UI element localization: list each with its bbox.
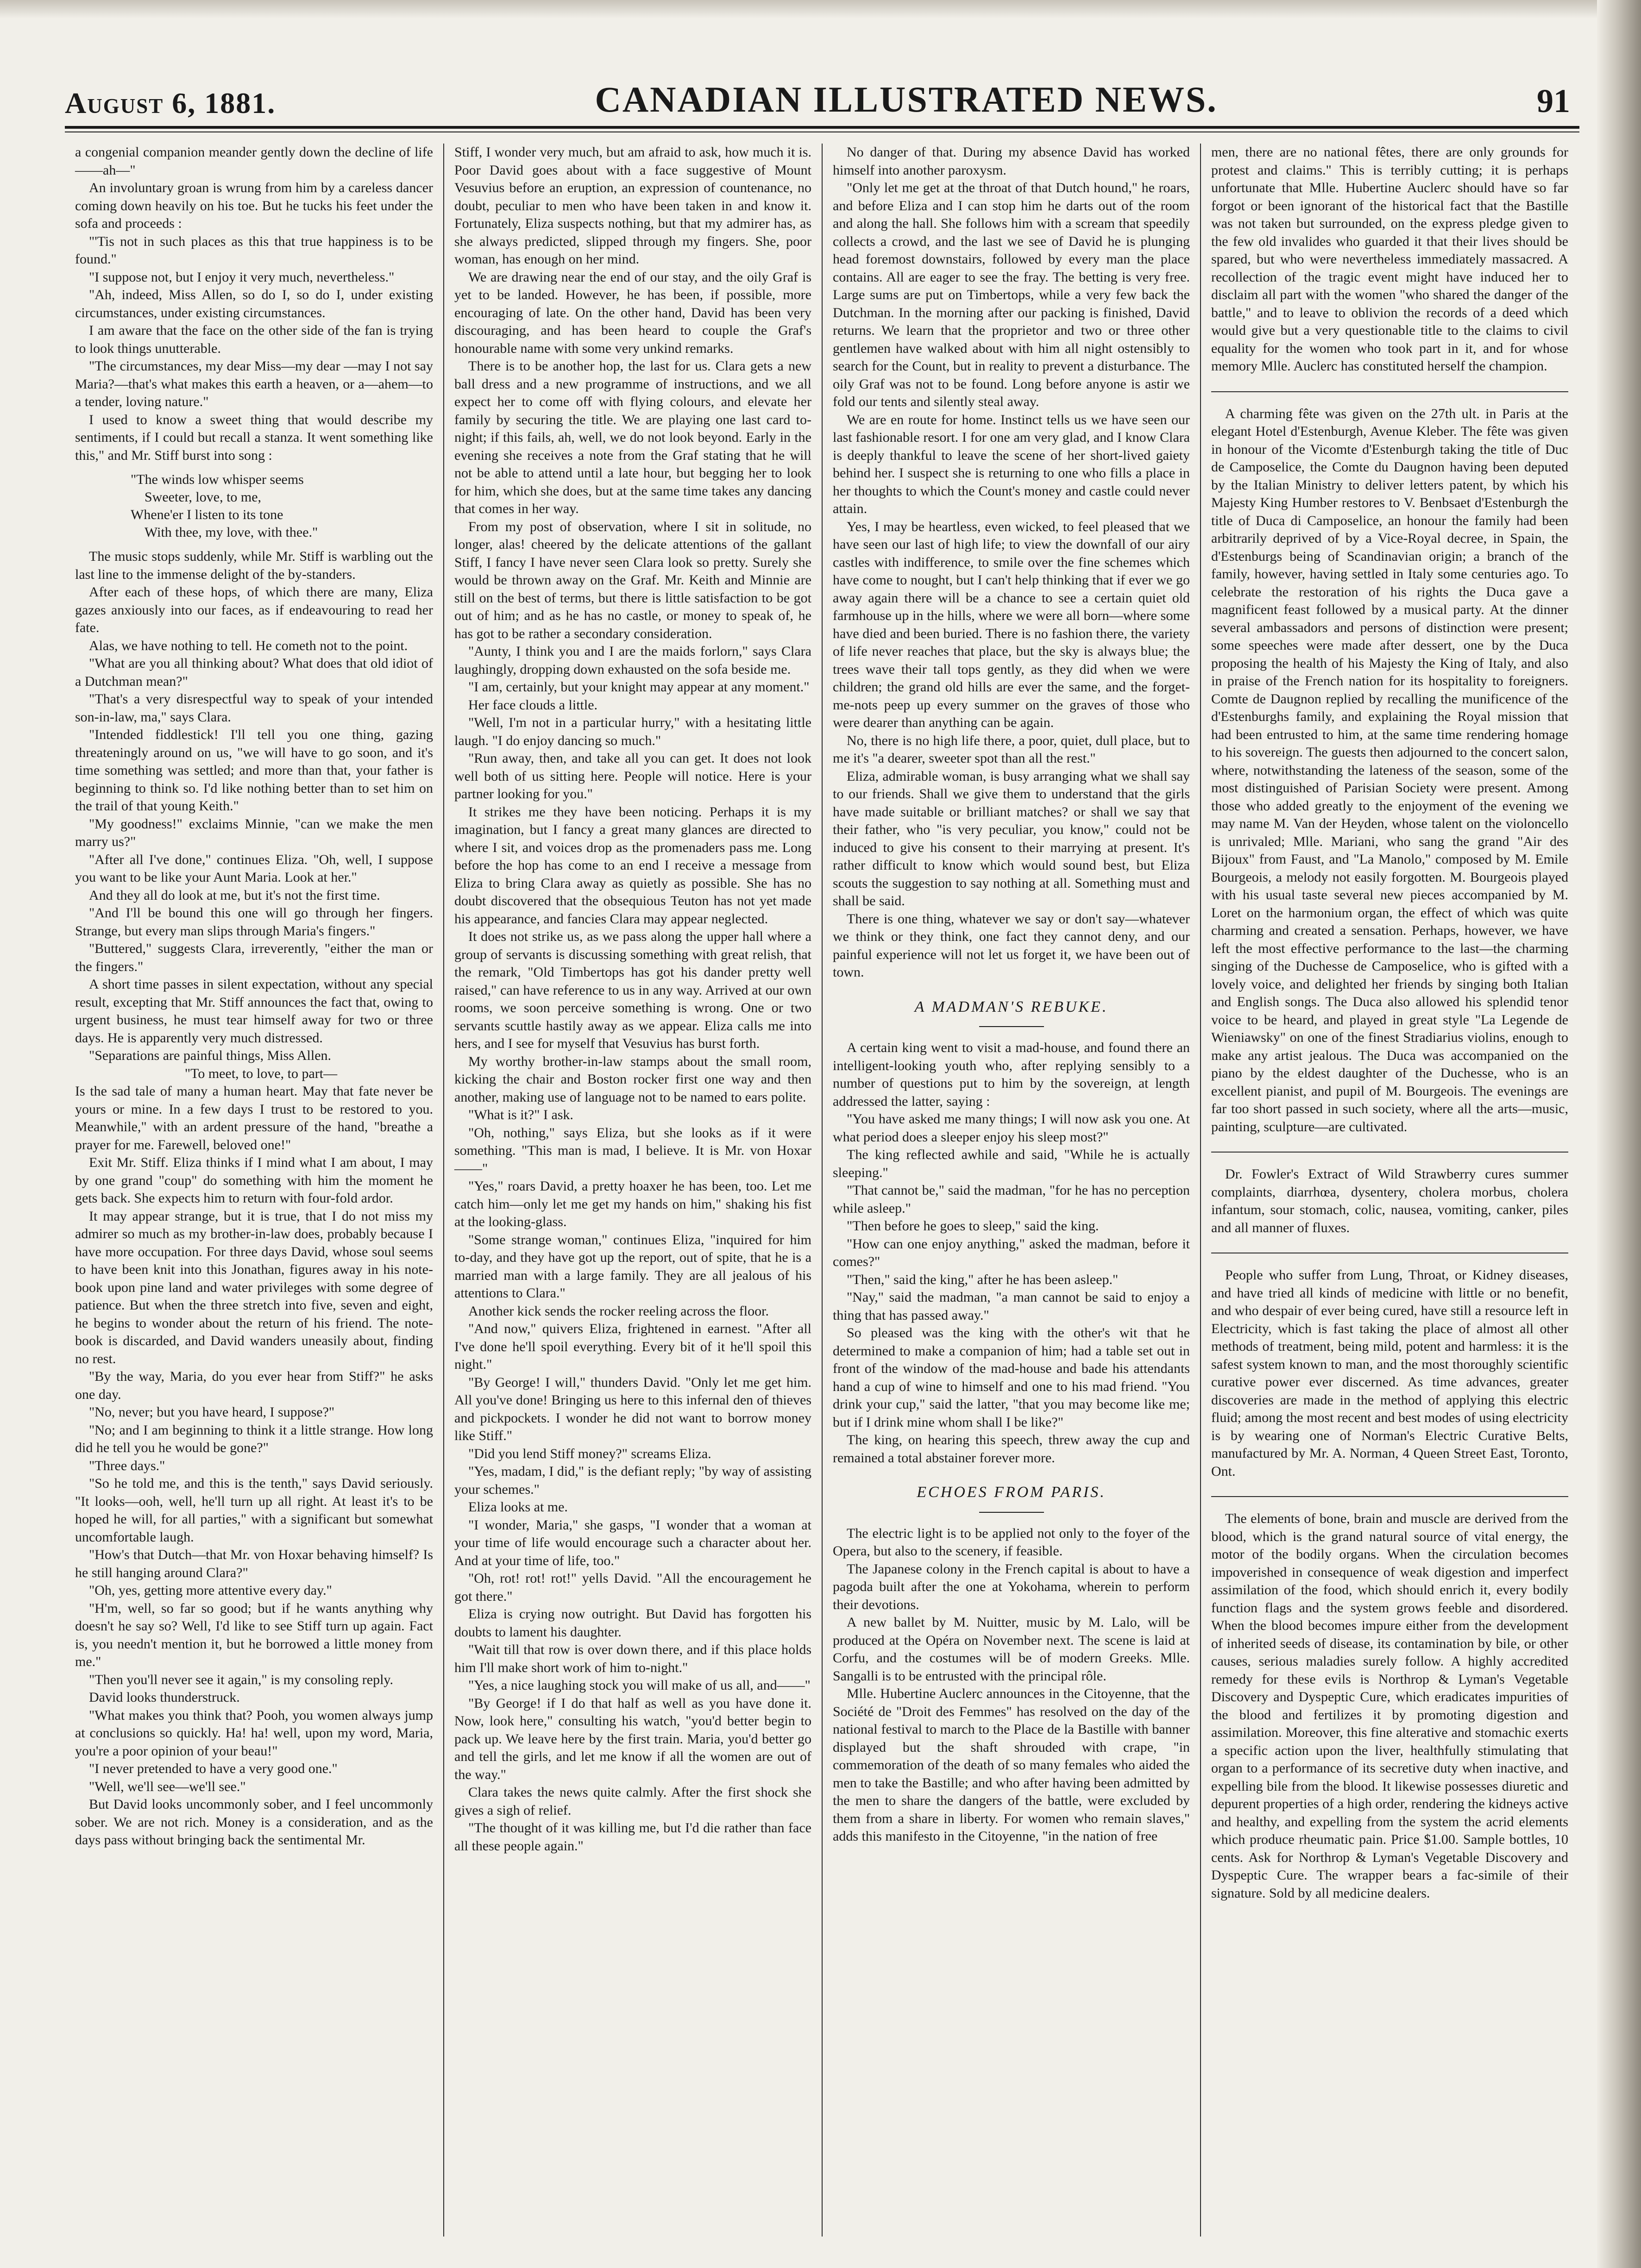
- paragraph: "'Tis not in such places as this that true happiness is to be found.": [75, 233, 433, 267]
- paragraph: Her face clouds a little.: [468, 697, 598, 713]
- paragraph: "Some strange woman," continues Eliza, "inquired for him to-day, and they have got up the report, out of spite, that he is a married man with a large family. They are all jealous of his attentions to Clara.": [454, 1232, 811, 1301]
- paragraph: "By the way, Maria, do you ever hear from Stiff?" he asks one day.: [75, 1369, 433, 1402]
- columns: [65, 144, 1579, 2237]
- paragraph: "What is it?" I ask.: [468, 1107, 573, 1122]
- paragraph: The Japanese colony in the French capital is about to have a pagoda built after the one at Yokohama, wherein to perform their devotions.: [833, 1561, 1190, 1612]
- paragraph: It strikes me they have been noticing. Perhaps it is my imagination, but I fancy a great many glances are directed to where I sit, and voices drop as the promenaders pass me. Long before the hop has come to an end I receive a message from Eliza to bring Clara away as quietly as possible. She has no doubt discovered that the obsequious Teuton has not yet made his appearance, and fancies Clara may appear neglected.: [454, 804, 811, 927]
- masthead-rule: [65, 126, 1579, 129]
- paragraph: "Then you'll never see it again," is my consoling reply.: [89, 1672, 393, 1687]
- paragraph: "And now," quivers Eliza, frightened in earnest. "After all I've done he'll spoil everything. Every bit of it he'll spoil this night.": [454, 1321, 811, 1372]
- paragraph: I am aware that the face on the other side of the fan is trying to look things unutterable.: [75, 323, 433, 356]
- paragraph: Exit Mr. Stiff. Eliza thinks if I mind what I am about, I may by one grand "coup" do something with him the moment he gets back. She expects him to return with four-fold ardor.: [75, 1155, 433, 1206]
- paragraph: A charming fête was given on the 27th ult. in Paris at the elegant Hotel d'Estenburgh, Avenue Kleber. The fête was given in honour of the Vicomte d'Estenburgh taking the title of Duc de Camposelice, the Comte du Daugnon having been deputed by the Italian Ministry to deliver letters patent, by which his Majesty King Humber restores to V. Benbsaet d'Estenburgh the title of Duca di Camposelice, an honour the family had been arbitrarily deprived of by a Vice-Royal decree, in Spain, the d'Estenburgs being of Scandinavian origin; a branch of the family, however, having settled in Italy some centuries ago. To celebrate the restoration of his rights the Duca gave a magnificent feast followed by a musical party. At the dinner several ambassadors and persons of distinction were present; some speeches were made after dessert, one by the Duca proposing the health of his Majesty the King of Italy, and also in praise of the French nation for its hospitality to foreigners. Comte de Daugnon replied by recalling the munificence of the d'Estenburghs family, and explaining the Royal mission that had been entrusted to him, at the same time rendering homage to his sovereign. The guests then adjourned to the concert salon, where, notwithstanding the lateness of the season, some of the most distinguished of Parisian Society were present. Among those who added greatly to the enjoyment of the evening we may name M. Van der Heyden, whose talent on the violoncello is unrivaled; Mlle. Mariani, who sang the grand "Air des Bijoux" from Faust, and "La Manolo," composed by M. Emile Bourgeois, a melody not easily forgotten. M. Bourgeois played with his usual taste several new pieces accompanied by M. Loret on the harmonium organ, the effect of which was quite charming and created a sensation. Perhaps, however, we have left the most effective performance to the last—the charming singing of the Duchesse de Camposelice, who is gifted with a lovely voice, and delighted her friends by singing both Italian and English songs. The Duca also allowed his splendid tenor voice to be heard, and played in great style "La Legende de Wieniawsky" on one of the finest Stradiarius violins, enough to make any artist jealous. The Duca was accompanied on the piano by the eldest daughter of the Duchesse, who is an excellent pianist, and pupil of M. Bourgeois. The evenings are far too short passed in such society, where all the arts—music, painting, sculpture—are cultivated.: [1211, 406, 1568, 1134]
- paragraph: "I am, certainly, but your knight may appear at any moment.": [468, 679, 810, 695]
- column-3: [822, 144, 1200, 2237]
- paragraph: "Wait till that row is over down there, and if this place holds him I'll make short work of him to-night.": [454, 1642, 811, 1675]
- paragraph: "Aunty, I think you and I are the maids forlorn," says Clara laughingly, dropping down exhausted on the sofa beside me.: [454, 644, 811, 677]
- paragraph: "That cannot be," said the madman, "for he has no perception while asleep.": [833, 1183, 1190, 1216]
- paragraph: "Oh, yes, getting more attentive every day.": [89, 1583, 332, 1598]
- advertisement: People who suffer from Lung, Throat, or Kidney diseases, and have tried all kinds of medicine with little or no benefit, and who despair of ever being cured, have still a resource left in Electricity, which is fast taking the place of almost all other methods of treatment, being mild, potent and harmless: it is the safest system known to man, and the most thoroughly scientific curative power ever discerned. As time advances, greater discoveries are made in the method of applying this electric fluid; among the most recent and best modes of using electricity is by wearing one of Norman's Electric Curative Belts, manufactured by Mr. A. Norman, 4 Queen Street East, Toronto, Ont.: [1211, 1267, 1568, 1479]
- paragraph: Mlle. Hubertine Auclerc announces in the Citoyenne, that the Société de "Droit des Femmes" has resolved on the day of the national festival to march to the Place de la Bastille with banner displayed but the shaft shrouded with crape, "in commemoration of the death of so many females who aided the men to take the Bastille; and who after having been admitted by the men to share the dangers of the battle, were excluded by them from a share in liberty. For women who remain slaves," adds this manifesto in the Citoyenne, "in the nation of free: [833, 1686, 1190, 1844]
- paragraph: "I never pretended to have a very good one.": [89, 1761, 338, 1776]
- paragraph: "So he told me, and this is the tenth," says David seriously. "It looks—ooh, well, he'll turn up all right. At least it's to be hoped he will, for all parties," with a significant but somewhat uncomfortable laugh.: [75, 1476, 433, 1545]
- paragraph: Stiff, I wonder very much, but am afraid to ask, how much it is. Poor David goes about with a face suggestive of Mount Vesuvius before an eruption, an expression of countenance, no doubt, peculiar to men who have been taken in and know it. Fortunately, Eliza suspects nothing, but that my admirer has, as she always predicted, slipped through my fingers. She, poor woman, has enough on her mind.: [454, 144, 811, 267]
- column-4: [1200, 144, 1578, 2237]
- paragraph: "The thought of it was killing me, but I'd die rather than face all these people again.": [454, 1820, 811, 1854]
- page-number: 91: [1536, 82, 1570, 119]
- paragraph: It may appear strange, but it is true, that I do not miss my admirer so much as my brother-in-law does, probably because I have more occupation. For three days David, whose soul seems to have been knit into this Jonathan, figures away in his note-book upon pine land and water privileges with some degree of patience. But when the three stretch into five, seven and eight, he begins to wonder about the return of his friend. The note-book is discarded, and David wanders uneasily about, finding no rest.: [75, 1208, 433, 1366]
- paragraph: Alas, we have nothing to tell. He cometh not to the point.: [89, 638, 408, 653]
- paragraph: "Did you lend Stiff money?" screams Eliza.: [468, 1446, 711, 1461]
- heading-divider: [979, 1026, 1044, 1027]
- paragraph: "Run away, then, and take all you can get. It does not look well both of us sitting here. People will notice. Here is your partner looking for you.": [454, 751, 811, 802]
- paragraph: "By George! I will," thunders David. "Only let me get him. All you've done! Bringing us here to this infernal den of thieves and pickpockets. I wonder he did not want to borrow money like Stiff.": [454, 1374, 811, 1443]
- section-heading: ECHOES FROM PARIS.: [917, 1484, 1106, 1501]
- paragraph: There is to be another hop, the last for us. Clara gets a new ball dress and a new programme of instructions, and we all expect her to come off with flying colours, and elevate her family by securing the title. We are playing one last card to-night; if this fails, ah, well, we do not look beyond. Early in the evening she receives a note from the Graf stating that he will not be able to attend until a late hour, but begging her to look for him, which she does, but at the same time takes any dancing that comes in her way.: [454, 358, 811, 516]
- masthead: [65, 69, 1579, 120]
- column-1: [65, 144, 443, 2237]
- advertisement: Dr. Fowler's Extract of Wild Strawberry cures summer complaints, diarrhœa, dysentery, cholera morbus, cholera infantum, sour stomach, colic, nausea, vomiting, canker, piles and all manner of fluxes.: [1211, 1166, 1568, 1235]
- paragraph: Clara takes the news quite calmly. After the first shock she gives a sigh of relief.: [454, 1785, 811, 1818]
- paragraph: men, there are no national fêtes, there are only grounds for protest and claims." This is terribly cutting; it is perhaps unfortunate that Mlle. Hubertine Auclerc should have so far forgot or been ignorant of the historical fact that the Bastille was not taken but surrounded, on the express pledge given to the few old invalides who guarded it that their lives should be spared, but who were nevertheless immediately massacred. A recollection of the tragic event might have induced her to disclaim all part with the women "who shared the danger of the battle," and to leave to oblivion the records of a deed which would give but a very questionable title to the claims to civil equality for the women who took part in it, and for whose memory Mlle. Auclerc has constituted herself the champion.: [1211, 144, 1568, 374]
- paragraph: "What makes you think that? Pooh, you women always jump at conclusions so quickly. Ha! ha! well, upon my word, Maria, you're a poor opinion of your beau!": [75, 1707, 433, 1759]
- paragraph: A new ballet by M. Nuitter, music by M. Lalo, will be produced at the Opéra on November next. The scene is laid at Corfu, and the costumes will be of modern Greeks. Mlle. Sangalli is to be entrusted with the principal rôle.: [833, 1615, 1190, 1684]
- paragraph: We are en route for home. Instinct tells us we have seen our last fashionable resort. I for one am very glad, and I know Clara is deeply thankful to leave the scene of her short-lived gaiety behind her. I suspect she is returning to one who fills a place in her thoughts to which the Count's money and castle could never attain.: [833, 412, 1190, 516]
- verse-line: "The winds low whisper seems: [131, 472, 304, 487]
- paragraph: A short time passes in silent expectation, without any special result, excepting that Mr. Stiff announces the fact that, owing to urgent business, he must tear himself away for two or three days. He is apparently very much distressed.: [75, 977, 433, 1046]
- paragraph: "Ah, indeed, Miss Allen, so do I, so do I, under existing circumstances, under existing circumstances.: [75, 287, 433, 320]
- paragraph: Eliza, admirable woman, is busy arranging what we shall say to our friends. Shall we give them to understand that the girls have made suitable or brilliant matches? or shall we say that their father, who "is very peculiar, you know," could not be induced to give his consent to their marrying at present. It's rather difficult to know which would sound best, but Eliza scouts the suggestion to say nothing at all. Something must and shall be said.: [833, 768, 1190, 908]
- paragraph: The music stops suddenly, while Mr. Stiff is warbling out the last line to the immense delight of the by-standers.: [75, 549, 433, 582]
- paragraph: "Three days.": [89, 1458, 165, 1473]
- issue-date: August 6, 1881.: [65, 87, 276, 119]
- paragraph: I used to know a sweet thing that would describe my sentiments, if I could but recall a stanza. It went something like this," and Mr. Stiff burst into song :: [75, 412, 433, 463]
- paragraph: "Oh, nothing," says Eliza, but she looks as if it were something. "This man is mad, I believe. It is Mr. von Hoxar——": [454, 1125, 811, 1176]
- section-heading: A MADMAN'S REBUKE.: [914, 998, 1108, 1015]
- paragraph: a congenial companion meander gently down the decline of life——ah—": [75, 144, 433, 178]
- paragraph: "How's that Dutch—that Mr. von Hoxar behaving himself? Is he still hanging around Clara?": [75, 1547, 433, 1580]
- paragraph: "Yes, madam, I did," is the defiant reply; "by way of assisting your schemes.": [454, 1464, 811, 1497]
- article-divider: [1211, 1496, 1568, 1497]
- paragraph: "You have asked me many things; I will now ask you one. At what period does a sleeper enjoy his sleep most?": [833, 1111, 1190, 1145]
- newspaper-page: [65, 69, 1579, 2246]
- paragraph: David looks thunderstruck.: [89, 1690, 240, 1705]
- paragraph: "By George! if I do that half as well as you have done it. Now, look here," consulting his watch, "you'd better begin to pack up. We leave here by the first train. Maria, you'd better go and tell the girls, and let me know if all the women are out of the way.": [454, 1695, 811, 1782]
- paragraph: "What are you all thinking about? What does that old idiot of a Dutchman mean?": [75, 656, 433, 689]
- paragraph: No, there is no high life there, a poor, quiet, dull place, but to me it's "a dearer, sweeter spot than all the rest.": [833, 733, 1190, 766]
- paragraph: "I suppose not, but I enjoy it very much, nevertheless.": [89, 269, 395, 285]
- paragraph: An involuntary groan is wrung from him by a careless dancer coming down heavily on his toe. But he tucks his feet under the sofa and proceeds :: [75, 180, 433, 231]
- paragraph: A certain king went to visit a mad-house, and found there an intelligent-looking youth who, after replying sensibly to a number of questions put to him by the sovereign, at length addressed the latter, saying :: [833, 1040, 1190, 1109]
- paragraph: The king reflected awhile and said, "While he is actually sleeping.": [833, 1147, 1190, 1180]
- paragraph: "Oh, rot! rot! rot!" yells David. "All the encouragement he got there.": [454, 1571, 811, 1604]
- verse-line: Sweeter, love, to me,: [145, 489, 262, 505]
- verse-line: Whene'er I listen to its tone: [131, 507, 283, 522]
- quotation: "To meet, to love, to part—: [184, 1065, 338, 1081]
- paragraph: Eliza looks at me.: [468, 1499, 568, 1515]
- paragraph: No danger of that. During my absence David has worked himself into another paroxysm.: [833, 144, 1190, 178]
- paragraph: "No; and I am beginning to think it a little strange. How long did he tell you he would be gone?": [75, 1422, 433, 1455]
- paragraph: "Well, I'm not in a particular hurry," with a hesitating little laugh. "I do enjoy dancing so much.": [454, 715, 811, 748]
- paragraph: Another kick sends the rocker reeling across the floor.: [468, 1303, 769, 1319]
- paragraph: "Only let me get at the throat of that Dutch hound," he roars, and before Eliza and I can stop him he darts out of the room and along the hall. She follows him with a scream that speedily collects a crowd, and the last we see of David he is plunging head foremost downstairs, followed by every man the place contains. All are eager to see the fray. The betting is very free. Large sums are put on Timbertops, while a very few back the Dutchman. In the morning after our packing is finished, David returns. We learn that the proprietor and two or three other gentlemen have walked about with him all night ostensibly to search for the Count, but in reality to prevent a disturbance. The oily Graf was not to be found. Long before anyone is astir we fold our tents and silently steal away.: [833, 180, 1190, 409]
- paragraph: "No, never; but you have heard, I suppose?": [89, 1404, 335, 1420]
- paragraph: The king, on hearing this speech, threw away the cup and remained a total abstainer forever more.: [833, 1432, 1190, 1466]
- song-verse: [131, 471, 433, 541]
- article-divider: [1211, 1152, 1568, 1153]
- paragraph: "After all I've done," continues Eliza. "Oh, well, I suppose you want to be like your Aunt Maria. Look at her.": [75, 852, 433, 885]
- paragraph: "Intended fiddlestick! I'll tell you one thing, gazing threateningly around on us, "we will have to go soon, and it's time something was settled; and more than that, your father is beginning to think so. I'd like nothing better than to set him on the trail of that young Keith.": [75, 727, 433, 814]
- paragraph: We are drawing near the end of our stay, and the oily Graf is yet to be landed. However, he has been, if possible, more encouraging of late. On the other hand, David has been very discouraging, and has been heard to couple the Graf's honourable name with some very unkind remarks.: [454, 269, 811, 356]
- page-binding-edge: [1597, 0, 1641, 2268]
- paragraph: My worthy brother-in-law stamps about the small room, kicking the chair and Boston rocker first one way and then another, making use of language not to be named to ears polite.: [454, 1053, 811, 1105]
- paragraph: "Yes," roars David, a pretty hoaxer he has been, too. Let me catch him—only let me get my hands on him," shaking his fist at the looking-glass.: [454, 1178, 811, 1229]
- paragraph: "My goodness!" exclaims Minnie, "can we make the men marry us?": [75, 816, 433, 849]
- paragraph: "Yes, a nice laughing stock you will make of us all, and——": [468, 1678, 811, 1693]
- paragraph: "Separations are painful things, Miss Allen.: [89, 1048, 332, 1063]
- paragraph: "Buttered," suggests Clara, irreverently, "either the man or the fingers.": [75, 941, 433, 974]
- page-top-shadow: [0, 0, 1641, 19]
- verse-line: With thee, my love, with thee.": [145, 525, 318, 540]
- paragraph: There is one thing, whatever we say or don't say—whatever we think or they think, one fact they cannot deny, and our painful experience will not let us forget it, we have been out of town.: [833, 911, 1190, 980]
- paragraph: "I wonder, Maria," she gasps, "I wonder that a woman at your time of life would encourage such a character about her. And at your time of life, too.": [454, 1517, 811, 1568]
- paragraph: So pleased was the king with the other's wit that he determined to make a companion of him; had a table set out in front of the window of the mad-house and bade his attendants hand a cup of wine to himself and one to his mad friend. "You drink your cup," said the latter, "that you may become like me; but if I drink mine whom shall I be like?": [833, 1325, 1190, 1430]
- paragraph: After each of these hops, of which there are many, Eliza gazes anxiously into our faces, as if endeavouring to read her fate.: [75, 584, 433, 635]
- heading-divider: [979, 1512, 1044, 1513]
- paragraph: The electric light is to be applied not only to the foyer of the Opera, but also to the scenery, if feasible.: [833, 1525, 1190, 1559]
- paragraph: "Well, we'll see—we'll see.": [89, 1779, 246, 1794]
- paragraph: "That's a very disrespectful way to speak of your intended son-in-law, ma," says Clara.: [75, 691, 433, 725]
- paragraph: Yes, I may be heartless, even wicked, to feel pleased that we have seen our last of high life; to view the downfall of our airy castles with indifference, to smile over the fine schemes which have come to nought, but I can't help thinking that if ever we go away again there will be a chance to see a certain quiet old farmhouse up in the hills, where we were all born—where some have died and been buried. There is no fashion there, the variety of life never reaches that place, but the sky is always blue; the trees wave their tall tops gently, as they did when we were children; the grand old hills are ever the same, and the forget-me-nots peep up every summer on the graves of those who were dearer than anything can be again.: [833, 519, 1190, 730]
- column-2: [443, 144, 822, 2237]
- paragraph: "Then," said the king," after he has been asleep.": [847, 1272, 1119, 1287]
- paragraph: "The circumstances, my dear Miss—my dear —may I not say Maria?—that's what makes this earth a heaven, or a—ahem—to a tender, loving nature.": [75, 358, 433, 409]
- advertisement: The elements of bone, brain and muscle are derived from the blood, which is the grand natural source of vital energy, the motor of the bodily organs. When the circulation becomes impoverished in consequence of weak digestion and imperfect assimilation of the food, which should enrich it, every bodily function flags and the system grows feeble and disordered. When the blood becomes impure either from the development of inherited seeds of disease, its contamination by bile, or other causes, serious maladies surely follow. A highly accredited remedy for these evils is Northrop & Lyman's Vegetable Discovery and Dyspeptic Cure, which eradicates impurities of the blood and fertilizes it by promoting digestion and assimilation. Moreover, this fine alterative and stomachic exerts a specific action upon the liver, healthfully stimulating that organ to a performance of its secretive duty when inactive, and expelling bile from the blood. It likewise possesses diuretic and depurent properties of a high order, rendering the kidneys active and healthy, and expelling from the system the acrid elements which produce rheumatic pain. Price $1.00. Sample bottles, 10 cents. Ask for Northrop & Lyman's Vegetable Discovery and Dyspeptic Cure. The wrapper bears a fac-simile of their signature. Sold by all medicine dealers.: [1211, 1511, 1568, 1901]
- newspaper-title: CANADIAN ILLUSTRATED NEWS.: [595, 79, 1218, 119]
- paragraph: "How can one enjoy anything," asked the madman, before it comes?": [833, 1236, 1190, 1269]
- paragraph: "Nay," said the madman, "a man cannot be said to enjoy a thing that has passed away.": [833, 1290, 1190, 1323]
- paragraph: "Then before he goes to sleep," said the king.: [847, 1218, 1099, 1234]
- paragraph: "H'm, well, so far so good; but if he wants anything why doesn't he say so? Well, I'd like to see Stiff turn up again. Fact is, you needn't mention it, but he borrowed a little money from me.": [75, 1600, 433, 1669]
- paragraph: "And I'll be bound this one will go through her fingers. Strange, but every man slips through Maria's fingers.": [75, 905, 433, 939]
- paragraph: Eliza is crying now outright. But David has forgotten his doubts to lament his daughter.: [454, 1606, 811, 1640]
- paragraph: But David looks uncommonly sober, and I feel uncommonly sober. We are not rich. Money is a consideration, and as the days pass without bringing back the sentimental Mr.: [75, 1797, 433, 1848]
- paragraph: It does not strike us, as we pass along the upper hall where a group of servants is discussing something with great relish, that the remark, "Old Timbertops has got his dander pretty well raised," can have reference to us in any way. Arrived at our own rooms, we soon perceive something is wrong. One or two servants scuttle hastily away as we appear. Eliza calls me into hers, and I see for myself that Vesuvius has burst forth.: [454, 929, 811, 1051]
- paragraph: From my post of observation, where I sit in solitude, no longer, alas! cheered by the delicate attentions of the gallant Stiff, I fancy I have never seen Clara look so pretty. Surely she would be thrown away on the Graf. Mr. Keith and Minnie are still on the best of terms, but there is little satisfaction to be got out of him; and as he has no castle, or money to speak of, he has got to be rather a secondary consideration.: [454, 519, 811, 641]
- article-divider: [1211, 391, 1568, 392]
- paragraph: Is the sad tale of many a human heart. May that fate never be yours or mine. In a few days I trust to be restored to you. Meanwhile," with an ardent pressure of the hand, "breathe a prayer for me. Farewell, beloved one!": [75, 1084, 433, 1153]
- paragraph: And they all do look at me, but it's not the first time.: [89, 887, 380, 903]
